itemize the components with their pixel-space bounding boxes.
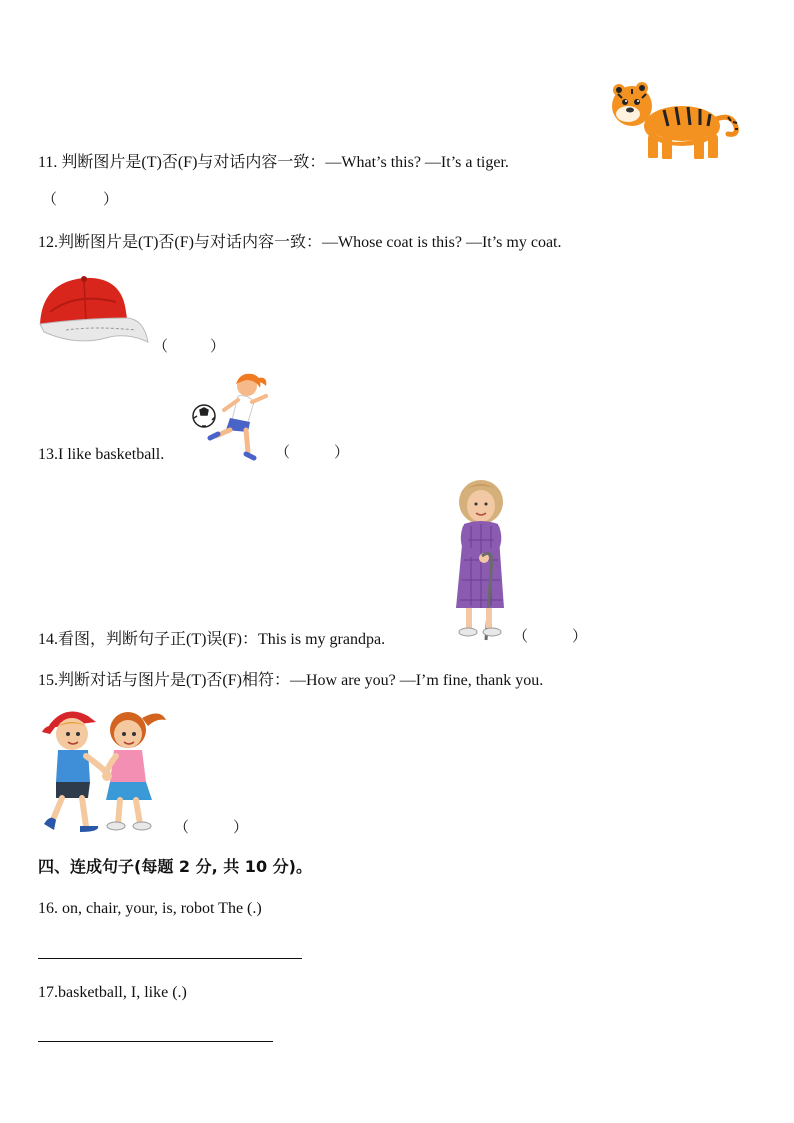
question-11-text: 11. 判断图片是(T)否(F)与对话内容一致：—What’s this? —It’s a tiger. [38, 154, 509, 171]
question-13-text: 13.I like basketball. [38, 446, 165, 463]
answer-parentheses-11: （ ） [42, 192, 119, 208]
question-14-text: 14.看图，判断句子正(T)误(F)：This is my grandpa. [38, 631, 386, 648]
question-12-text: 12.判断图片是(T)否(F)与对话内容一致：—Whose coat is this? —It’s my coat. [38, 234, 562, 251]
answer-parentheses-14: （ ） [513, 629, 588, 645]
answer-parentheses-12: （ ） [153, 339, 226, 355]
red-cap-image [36, 272, 151, 352]
grandmother-with-cane-image [446, 480, 516, 640]
boy-and-girl-holding-hands-image [36, 702, 176, 837]
girl-kicking-soccer-ball-image [190, 372, 270, 462]
sentence-17-text: 17.basketball, I, like (.) [38, 984, 187, 1001]
answer-parentheses-13: （ ） [275, 445, 350, 461]
answer-line-16[interactable] [38, 958, 302, 959]
answer-line-17[interactable] [38, 1041, 273, 1042]
section-4-heading: 四、连成句子(每题 2 分, 共 10 分)。 [38, 857, 312, 876]
answer-parentheses-15: （ ） [174, 820, 249, 836]
question-15-text: 15.判断对话与图片是(T)否(F)相符：—How are you? —I’m fine, thank you. [38, 672, 544, 689]
tiger-image [604, 82, 744, 167]
sentence-16-text: 16. on, chair, your, is, robot The (.) [38, 900, 262, 917]
